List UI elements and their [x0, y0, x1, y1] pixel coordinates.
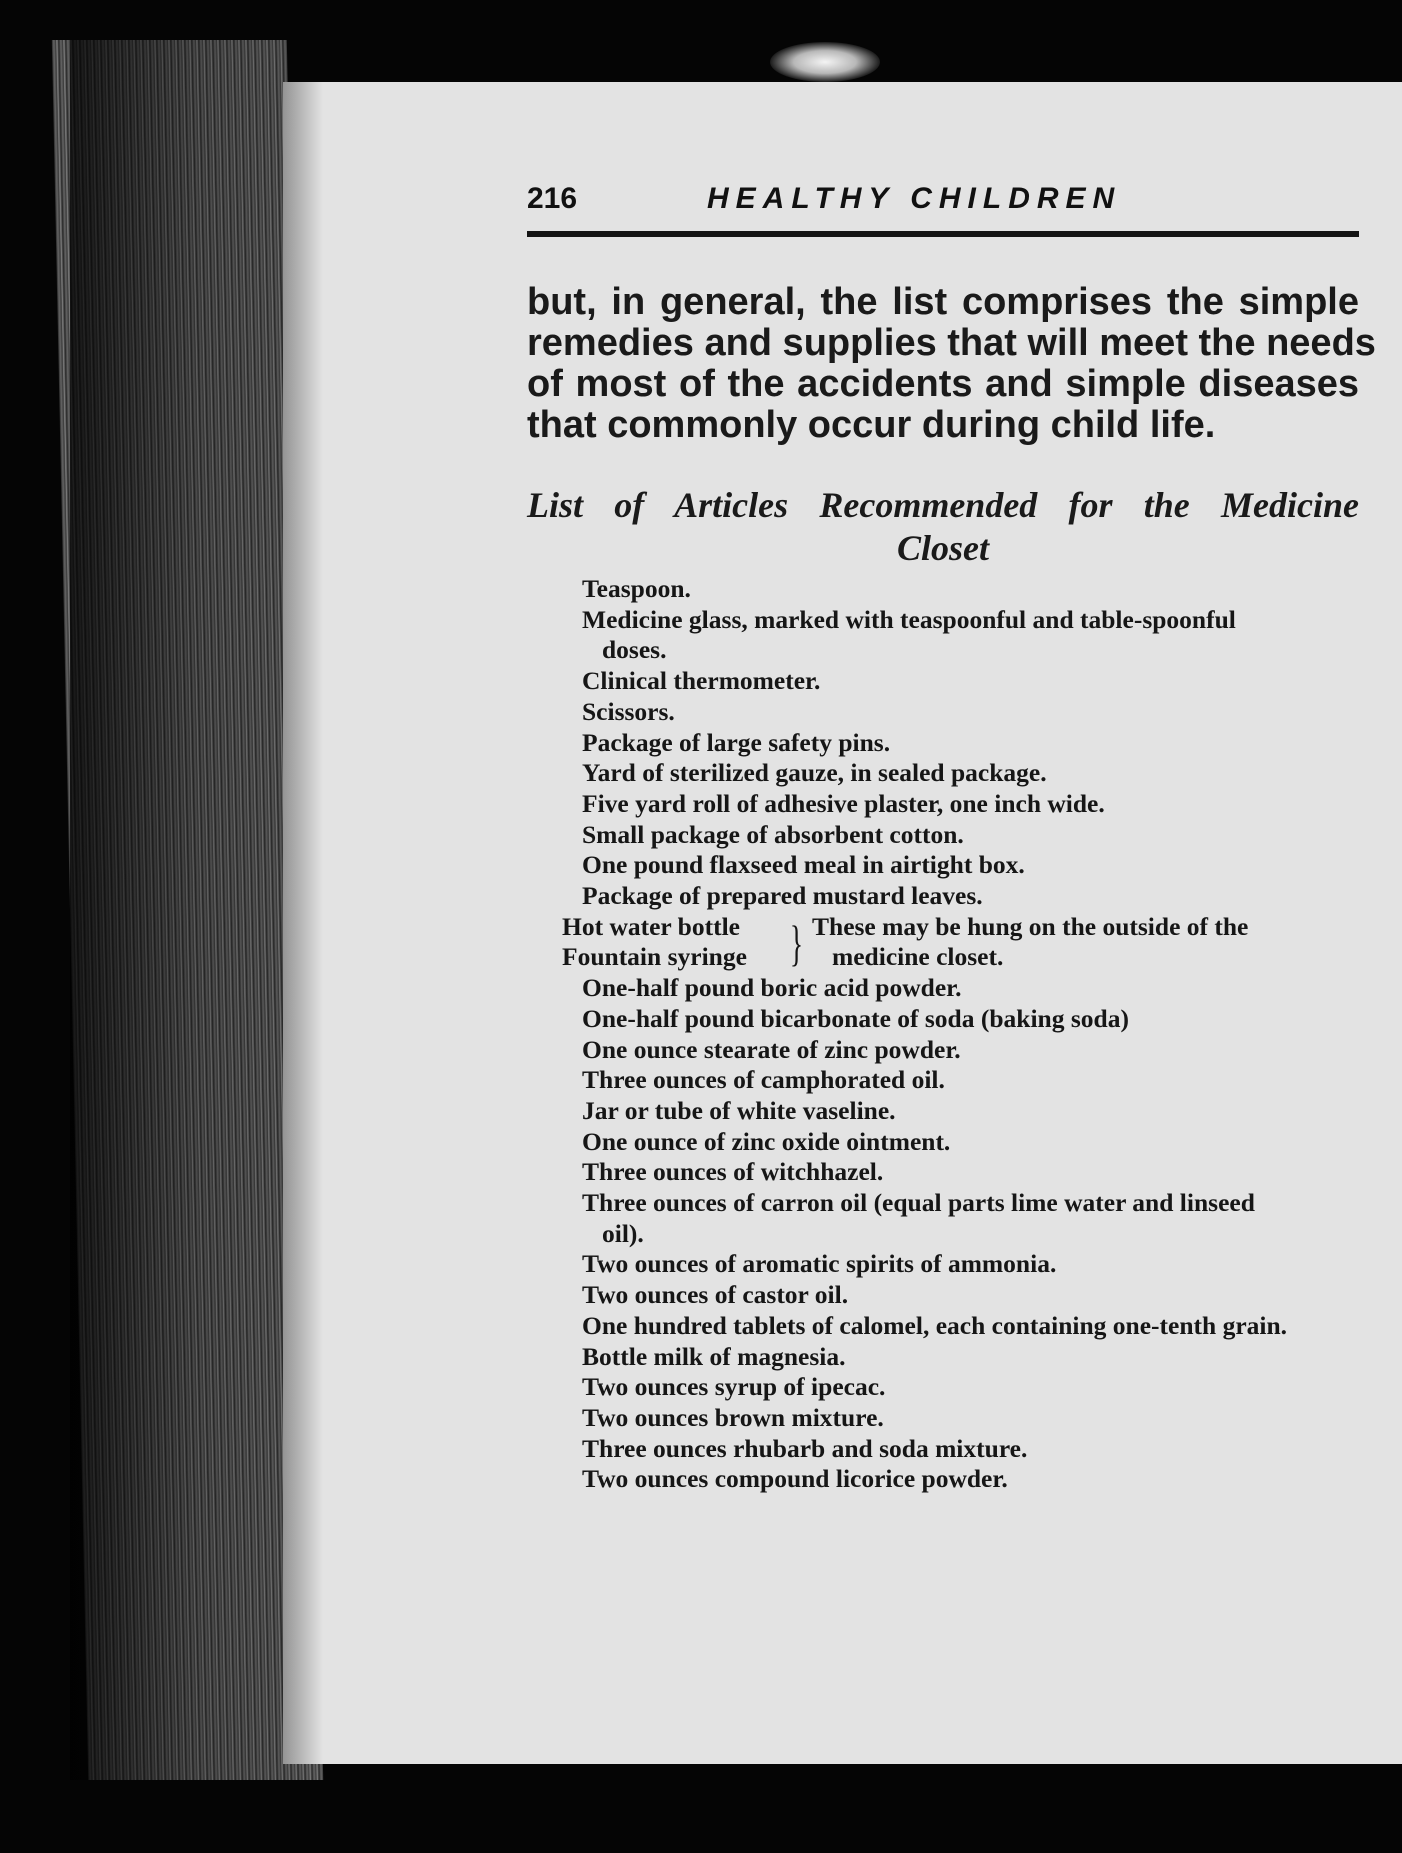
list-item: Three ounces of carron oil (equal parts lime water and linseed oil). — [582, 1188, 1255, 1248]
list-item: Fountain syringe — [562, 942, 747, 972]
list-item: One pound flaxseed meal in airtight box. — [582, 850, 1025, 880]
intro-line: remedies and supplies that will meet the needs — [527, 322, 1376, 364]
gutter-shadow — [283, 82, 323, 1764]
list-heading-line-2: Closet — [896, 528, 989, 568]
list-heading — [527, 484, 1359, 570]
list-item: Scissors. — [582, 696, 675, 726]
list-item: One ounce of zinc oxide ointment. — [582, 1126, 951, 1156]
book-edge-shadow — [70, 40, 305, 1780]
intro-paragraph — [527, 281, 1376, 446]
list-item: Three ounces rhubarb and soda mixture. — [582, 1433, 1028, 1463]
bracketed-item-group — [562, 911, 1302, 973]
book-title: HEALTHY CHILDREN — [707, 182, 1122, 215]
list-item: One-half pound boric acid powder. — [582, 973, 962, 1003]
header-rule — [527, 231, 1359, 237]
list-item: Two ounces compound licorice powder. — [582, 1464, 1008, 1494]
list-item: One ounce stearate of zinc powder. — [582, 1034, 961, 1064]
intro-line: but, in general, the list comprises the simple — [527, 281, 1359, 323]
intro-line: of most of the accidents and simple diseases — [527, 363, 1359, 405]
list-item: Bottle milk of magnesia. — [582, 1341, 846, 1371]
light-glare — [770, 42, 880, 82]
list-item: Two ounces brown mixture. — [582, 1402, 884, 1432]
curly-brace-icon: } — [789, 914, 804, 971]
list-item: Two ounces of aromatic spirits of ammonia. — [582, 1249, 1057, 1279]
page-number: 216 — [527, 182, 578, 215]
list-item: Package of prepared mustard leaves. — [582, 881, 983, 911]
list-item: Three ounces of witchhazel. — [582, 1157, 884, 1187]
list-heading-line-1: List of Articles Recommended for the Medicine — [527, 485, 1359, 525]
list-item: Teaspoon. — [582, 574, 691, 603]
running-head — [527, 182, 1359, 222]
list-item: Medicine glass, marked with teaspoonful and table-spoonful doses. — [582, 604, 1236, 665]
list-item: One-half pound bicarbonate of soda (baking soda) — [582, 1003, 1129, 1033]
medicine-closet-list — [562, 574, 1302, 1495]
list-item: Five yard roll of adhesive plaster, one inch wide. — [582, 788, 1105, 818]
list-item: Hot water bottle — [562, 911, 740, 941]
list-item: Small package of absorbent cotton. — [582, 819, 964, 849]
list-item: Yard of sterilized gauze, in sealed package. — [582, 758, 1047, 788]
list-item: Package of large safety pins. — [582, 727, 891, 757]
list-item: Three ounces of camphorated oil. — [582, 1065, 945, 1095]
list-item: Jar or tube of white vaseline. — [582, 1095, 896, 1125]
list-item: Two ounces of castor oil. — [582, 1280, 849, 1310]
list-item: One hundred tablets of calomel, each containing one-tenth grain. — [582, 1310, 1288, 1340]
bracketed-items — [562, 911, 747, 973]
intro-line: that commonly occur during child life. — [527, 404, 1216, 446]
list-item: Clinical thermometer. — [582, 666, 821, 696]
list-item: Two ounces syrup of ipecac. — [582, 1372, 886, 1402]
bracket-note: These may be hung on the outside of the medicine closet. — [812, 911, 1249, 972]
